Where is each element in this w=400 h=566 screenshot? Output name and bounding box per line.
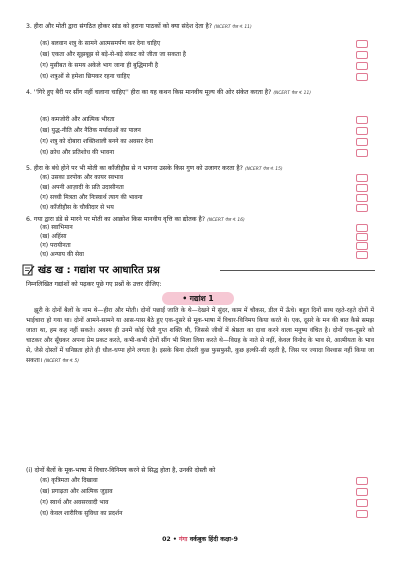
question-number: (i) bbox=[26, 467, 33, 474]
answer-box-pq1-a[interactable] bbox=[356, 477, 368, 485]
answer-box-q4-a[interactable] bbox=[356, 116, 368, 124]
passage-text bbox=[26, 306, 374, 367]
ncert-reference: (NCERT पेज नं. 15) bbox=[244, 167, 283, 172]
question-number: 3. bbox=[26, 23, 32, 30]
answer-box-q4-c[interactable] bbox=[356, 138, 368, 146]
question-4 bbox=[26, 88, 366, 98]
option-q6-d[interactable]: (घ) अन्याय की सेवा bbox=[40, 251, 84, 258]
question-text: हीरा और मोती द्वारा संगठित होकर सांड को हराना पाठकों को क्या संदेश देता है? bbox=[33, 23, 213, 30]
answer-box-q5-a[interactable] bbox=[356, 174, 368, 182]
option-q3-a[interactable]: (क) बलवान शत्रु के सामने आत्मसमर्पण कर देना चाहिए bbox=[40, 40, 161, 47]
passage-label bbox=[162, 292, 234, 305]
option-q6-c[interactable]: (ग) परायीनता bbox=[40, 242, 71, 249]
ncert-reference: (NCERT पेज नं. 11) bbox=[273, 91, 311, 96]
option-q4-c[interactable]: (ग) शत्रु को दोबारा शक्तिशाली बनने का अवसर देना bbox=[40, 138, 153, 145]
option-pq1-b[interactable]: (ख) प्रगाढ़ता और आत्मिक जुड़ाव bbox=[40, 488, 113, 495]
answer-box-q4-d[interactable] bbox=[356, 149, 368, 157]
answer-box-q5-d[interactable] bbox=[356, 204, 368, 212]
ncert-reference: (NCERT पेज नं. 5) bbox=[44, 359, 79, 364]
question-number: 5. bbox=[26, 165, 32, 172]
answer-box-q5-b[interactable] bbox=[356, 184, 368, 192]
workbook-title: वर्कबुक हिंदी कक्षा-9 bbox=[189, 536, 238, 543]
passage-question-1 bbox=[26, 466, 366, 475]
question-text: गया द्वारा डंडे से मारने पर मोती का आक्रोश किस मानवीय वृत्ति का द्योतक है? bbox=[33, 216, 206, 223]
ncert-reference: (NCERT पेज नं. 11) bbox=[214, 25, 252, 30]
answer-box-q6-d[interactable] bbox=[356, 251, 368, 259]
answer-box-pq1-c[interactable] bbox=[356, 499, 368, 507]
passage-label-text: गद्यांश 1 bbox=[189, 294, 214, 303]
option-q4-b[interactable]: (ख) युद्ध-नीति और नैतिक मर्यादाओं का पालन bbox=[40, 127, 141, 134]
option-pq1-a[interactable]: (क) कृत्रिमता और दिखावा bbox=[40, 477, 98, 484]
page-number: 02 bbox=[162, 536, 171, 543]
answer-box-q4-b[interactable] bbox=[356, 127, 368, 135]
question-6 bbox=[26, 215, 366, 225]
option-pq1-d[interactable]: (घ) केवल शारीरिक सुविधा का प्रदर्शन bbox=[40, 510, 123, 517]
page-footer bbox=[0, 534, 400, 543]
footer-bullet: • bbox=[172, 536, 179, 543]
option-q6-b[interactable]: (ख) अहिंसा bbox=[40, 233, 67, 240]
question-5 bbox=[26, 164, 366, 174]
answer-box-q6-b[interactable] bbox=[356, 233, 368, 241]
option-q5-b[interactable]: (ख) अपनी आज़ादी के प्रति उदासीनता bbox=[40, 184, 124, 191]
passage-body: झूरी के दोनों बैलों के नाम थे—हीरा और मोती। दोनों पछाईं जाति के थे—देखने में सुंदर, काम में चौकस, डील में ऊँचे। बहुत दिनों साथ रहते-रहते दोनों में भाईचारा हो गया था। दोनों आमने-सामने या आस-पास बैठे हुए एक-दूसरे से मूक-भाषा में विचार-विनिमय किया करते थे। एक, दूसरे के मन की बात कैसे समझ जाता था, हम कह नहीं सकते। अवश्य ही उनमें कोई ऐसी गुप्त शक्ति थी, जिससे जीवों में श्रेष्ठता का दावा करने वाला मनुष्य वंचित है। दोनों एक-दूसरे को चाटकर और सूँघकर अपना प्रेम प्रकट करते, कभी-कभी दोनों सींग भी मिला लिया करते थे—विग्रह के नाते से नहीं, केवल विनोद के भाव से, आत्मीयता के भाव से, जैसे दोस्तों में घनिष्ठता होते ही धौल-धप्पा होने लगता है। इसके बिना दोस्ती कुछ फुसफुसी, कुछ हल्की-सी रहती है, जिस पर ज्यादा विश्वास नहीं किया जा सकता। bbox=[26, 307, 374, 364]
option-q5-a[interactable]: (क) उसका डरपोक और कायर स्वभाव bbox=[40, 174, 124, 181]
question-text: हीरा के बंधे होने पर भी मोती का काँजीहौस से न भागना उसके किस गुण को उजागर करता है? bbox=[33, 165, 243, 172]
question-text: ''गिरे हुए बैरी पर सींग नहीं चलाना चाहिए'' हीरा का यह कथन किस मानवीय मूल्य की ओर संकेत करता है? bbox=[33, 89, 272, 96]
option-q3-c[interactable]: (ग) मुसीबत के समय अकेले भाग जाना ही बुद्धिमानी है bbox=[40, 62, 159, 69]
answer-box-q3-d[interactable] bbox=[356, 73, 368, 81]
question-number: 6. bbox=[26, 216, 32, 223]
answer-box-q5-c[interactable] bbox=[356, 194, 368, 202]
option-q4-a[interactable]: (क) कमजोरी और आत्मिक भीरता bbox=[40, 116, 115, 123]
section-heading: खंड ख : गद्यांश पर आधारित प्रश्न bbox=[38, 265, 160, 276]
option-q4-d[interactable]: (घ) क्रोध और प्रतिशोध की भावना bbox=[40, 149, 115, 156]
option-q3-b[interactable]: (ख) एकता और सूझबूझ से बड़े-से-बड़े संकट को जीता जा सकता है bbox=[40, 51, 186, 58]
answer-box-q6-c[interactable] bbox=[356, 242, 368, 250]
answer-box-q6-a[interactable] bbox=[356, 224, 368, 232]
instruction-text: निम्नलिखित गद्यांशों को पढ़कर पूछे गए प्रश्नों के उत्तर दीजिए: bbox=[26, 281, 162, 288]
option-q3-d[interactable]: (घ) शत्रुओं से हमेशा छिपकर रहना चाहिए bbox=[40, 73, 130, 80]
edit-note-icon bbox=[22, 263, 35, 276]
option-q6-a[interactable]: (क) स्वाभिमान bbox=[40, 224, 73, 231]
answer-box-pq1-d[interactable] bbox=[356, 510, 368, 518]
question-3 bbox=[26, 22, 366, 32]
answer-box-q3-a[interactable] bbox=[356, 40, 368, 48]
section-divider bbox=[220, 270, 375, 271]
answer-box-q3-b[interactable] bbox=[356, 51, 368, 59]
answer-box-pq1-b[interactable] bbox=[356, 488, 368, 496]
option-q5-c[interactable]: (ग) सच्ची मित्रता और निःस्वार्थ त्याग की भावना bbox=[40, 194, 143, 201]
question-text: दोनों बैलों के मूक-भाषा में विचार-विनिमय करने से सिद्ध होता है, उनकी दोस्ती को bbox=[34, 467, 216, 474]
question-number: 4. bbox=[26, 89, 32, 96]
ncert-reference: (NCERT पेज नं. 16) bbox=[207, 218, 245, 223]
passage-bullet: • bbox=[182, 294, 190, 303]
option-pq1-c[interactable]: (ग) स्वार्थ और अवसरवादी भाव bbox=[40, 499, 109, 506]
option-q5-d[interactable]: (घ) काँजीहौस के चौकीदार से भय bbox=[40, 204, 114, 211]
answer-box-q3-c[interactable] bbox=[356, 62, 368, 70]
brand-name: गंगा bbox=[178, 536, 188, 543]
